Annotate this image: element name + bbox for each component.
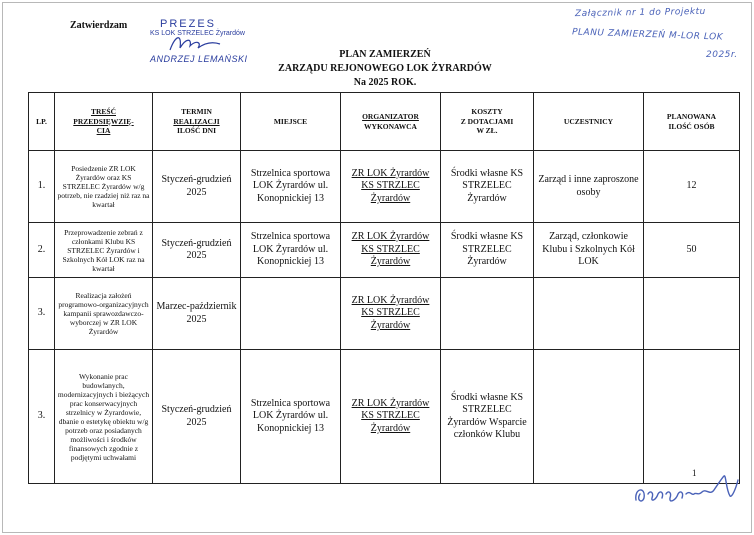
cell-count: [644, 350, 740, 484]
stamp-role: PREZES: [160, 18, 217, 30]
cell-task: Realizacja założeń programowo-organizacyjnych kampanii sprawozdawczo-wyborczej w ZR LOK Żyrardów: [55, 278, 153, 350]
president-stamp: [150, 18, 265, 68]
handwritten-note-line1: Załącznik nr 1 do Projektu: [574, 6, 706, 20]
document-year: Na 2025 ROK.: [353, 77, 417, 88]
approval-label: Zatwierdzam: [70, 20, 128, 31]
cell-organizer: ZR LOK Żyrardów KS STRZLEC Żyrardów: [341, 278, 441, 350]
cell-place: [241, 278, 341, 350]
cell-place: Strzelnica sportowa LOK Żyrardów ul. Konopnickiej 13: [241, 223, 341, 278]
cell-participants: [534, 350, 644, 484]
cell-term: Styczeń-grudzień 2025: [153, 223, 241, 278]
cell-place: Strzelnica sportowa LOK Żyrardów ul. Konopnickiej 13: [241, 350, 341, 484]
cell-term: Styczeń-grudzień 2025: [153, 151, 241, 223]
col-header-term: TERMIN REALIZACJI ILOŚĆ DNI: [153, 93, 241, 151]
cell-participants: [534, 278, 644, 350]
table-header-row: [29, 93, 740, 151]
cell-lp: 3.: [29, 350, 55, 484]
cell-participants: Zarząd i inne zaproszone osoby: [534, 151, 644, 223]
table-row: [29, 151, 740, 223]
cell-lp: 3.: [29, 278, 55, 350]
stamp-name: ANDRZEJ LEMAŃSKI: [150, 54, 248, 64]
col-header-participants: UCZESTNICY: [534, 93, 644, 151]
table-row: [29, 223, 740, 278]
handwritten-signature-icon: [632, 470, 742, 510]
handwritten-note-line2: PLANU ZAMIERZEŃ M-LOR LOK: [571, 27, 724, 43]
plan-table: [28, 92, 740, 484]
cell-costs: Środki własne KS STRZELEC Żyrardów: [441, 151, 534, 223]
cell-term: Styczeń-grudzień 2025: [153, 350, 241, 484]
table-row: [29, 350, 740, 484]
cell-organizer: ZR LOK Żyrardów KS STRZLEC Żyrardów: [341, 151, 441, 223]
cell-task: Przeprowadzenie zebrań z członkami Klubu KS STRZELEC Żyrardów i Szkolnych Kół LOK raz na kwartał: [55, 223, 153, 278]
cell-organizer: ZR LOK Żyrardów KS STRZLEC Żyrardów: [341, 223, 441, 278]
cell-task: Posiedzenie ZR LOK Żyrardów oraz KS STRZELEC Żyrardów w/g potrzeb, nie rzadziej niż raz na kwartał: [55, 151, 153, 223]
cell-organizer: ZR LOK Żyrardów KS STRZLEC Żyrardów: [341, 350, 441, 484]
cell-place: Strzelnica sportowa LOK Żyrardów ul. Konopnickiej 13: [241, 151, 341, 223]
cell-costs: Środki własne KS STRZELEC Żyrardów Wsparcie członków Klubu: [441, 350, 534, 484]
cell-participants: Zarząd, członkowie Klubu i Szkolnych Kół LOK: [534, 223, 644, 278]
stamp-org: KS LOK STRZELEC Żyrardów: [150, 30, 245, 37]
cell-count: [644, 278, 740, 350]
table-row: [29, 278, 740, 350]
cell-count: 12: [644, 151, 740, 223]
page-number: 1: [692, 468, 697, 478]
handwritten-note-line3: 2025r.: [706, 50, 738, 60]
col-header-place: MIEJSCE: [241, 93, 341, 151]
cell-costs: Środki własne KS STRZELEC Żyrardów: [441, 223, 534, 278]
col-header-organizer: ORGANIZATOR WYKONAWCA: [341, 93, 441, 151]
document-title: PLAN ZAMIERZEŃ: [339, 49, 431, 60]
cell-costs: [441, 278, 534, 350]
cell-lp: 1.: [29, 151, 55, 223]
cell-term: Marzec-październik 2025: [153, 278, 241, 350]
cell-count: 50: [644, 223, 740, 278]
col-header-task: TREŚĆ PRZEDSIĘWZIĘ- CIA: [55, 93, 153, 151]
cell-task: Wykonanie prac budowlanych, modernizacyjnych i bieżących prac konserwacyjnych strzelnicy w Żyrardowie, dbanie o estetykę obiektu w/g potrzeb oraz posiadanych możliwości i środków finansowych zgodnie z podjętymi uchwałami: [55, 350, 153, 484]
document-subtitle: ZARZĄDU REJONOWEGO LOK ŻYRARDÓW: [278, 63, 492, 74]
col-header-lp: LP.: [29, 93, 55, 151]
cell-lp: 2.: [29, 223, 55, 278]
col-header-costs: KOSZTY Z DOTACJAMI W ZŁ.: [441, 93, 534, 151]
col-header-count: PLANOWANA ILOŚĆ OSÓB: [644, 93, 740, 151]
